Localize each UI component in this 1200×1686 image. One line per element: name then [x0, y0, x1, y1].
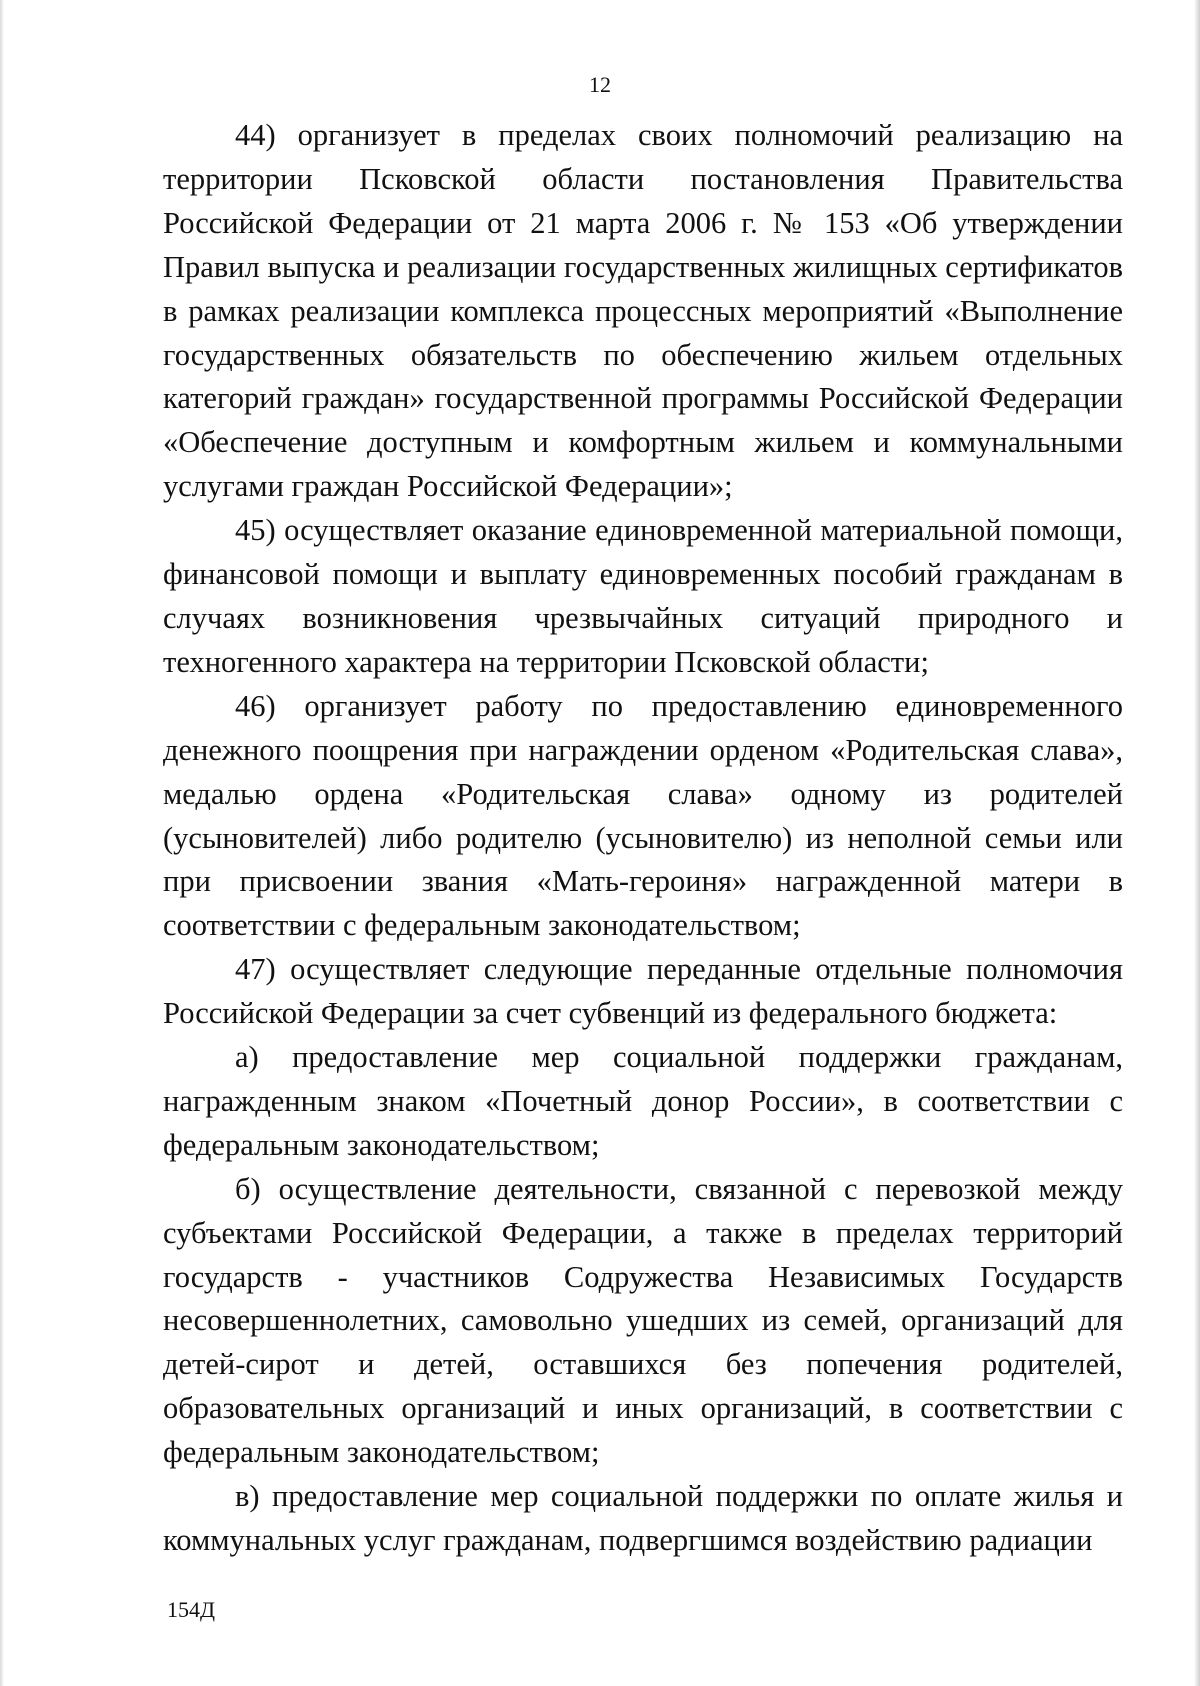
paragraph-46: 46) организует работу по предоставлению единовременного денежного поощрения при награждении орденом «Родительская слава», медалью ордена «Родительская слава» одному из родителей (усыновителей) либо родителю (усыновителю) из неполной семьи или при присвоении звания «Мать-героиня» награжденной матери в соответствии с федеральным законодательством;: [163, 688, 1123, 943]
paragraph-45: 45) осуществляет оказание единовременной материальной помощи, финансовой помощи и выплату единовременных пособий гражданам в случаях возникновения чрезвычайных ситуаций природного и техногенного характера на территории Псковской области;: [163, 513, 1123, 679]
paragraph-47-v: в) предоставление мер социальной поддержки по оплате жилья и коммунальных услуг гражданам, подвергшимся воздействию радиации: [163, 1479, 1123, 1557]
footer-document-code: 154Д: [167, 1597, 216, 1622]
paragraph-47-b: б) осуществление деятельности, связанной с перевозкой между субъектами Российской Федерации, а также в пределах территорий государств - участников Содружества Независимых Государств несовершеннолетних, самовольно ушедших из семей, организаций для детей-сирот и детей, оставшихся без попечения родителей, образовательных организаций и иных организаций, в соответствии с федеральным законодательством;: [163, 1171, 1123, 1470]
paragraph-47: 47) осуществляет следующие переданные отдельные полномочия Российской Федерации за счет субвенций из федерального бюджета:: [163, 952, 1123, 1031]
paragraph-47-a: а) предоставление мер социальной поддержки гражданам, награжденным знаком «Почетный донор России», в соответствии с федеральным законодательством;: [163, 1040, 1123, 1162]
scan-edge-left: [0, 0, 4, 1686]
scan-edge-right: [1194, 0, 1200, 1686]
paragraph-44: 44) организует в пределах своих полномочий реализацию на территории Псковской области постановления Правительства Российской Федерации от 21 марта 2006 г. № 153 «Об утверждении Правил выпуска и реализации государственных жилищных сертификатов в рамках реализации комплекса процессных мероприятий «Выполнение государственных обязательств по обеспечению жильем отдельных категорий граждан» государственной программы Российской Федерации «Обеспечение доступным и комфортным жильем и коммунальными услугами граждан Российской Федерации»;: [163, 118, 1123, 504]
document-body: [163, 114, 1123, 1563]
page-number: 12: [589, 72, 611, 97]
